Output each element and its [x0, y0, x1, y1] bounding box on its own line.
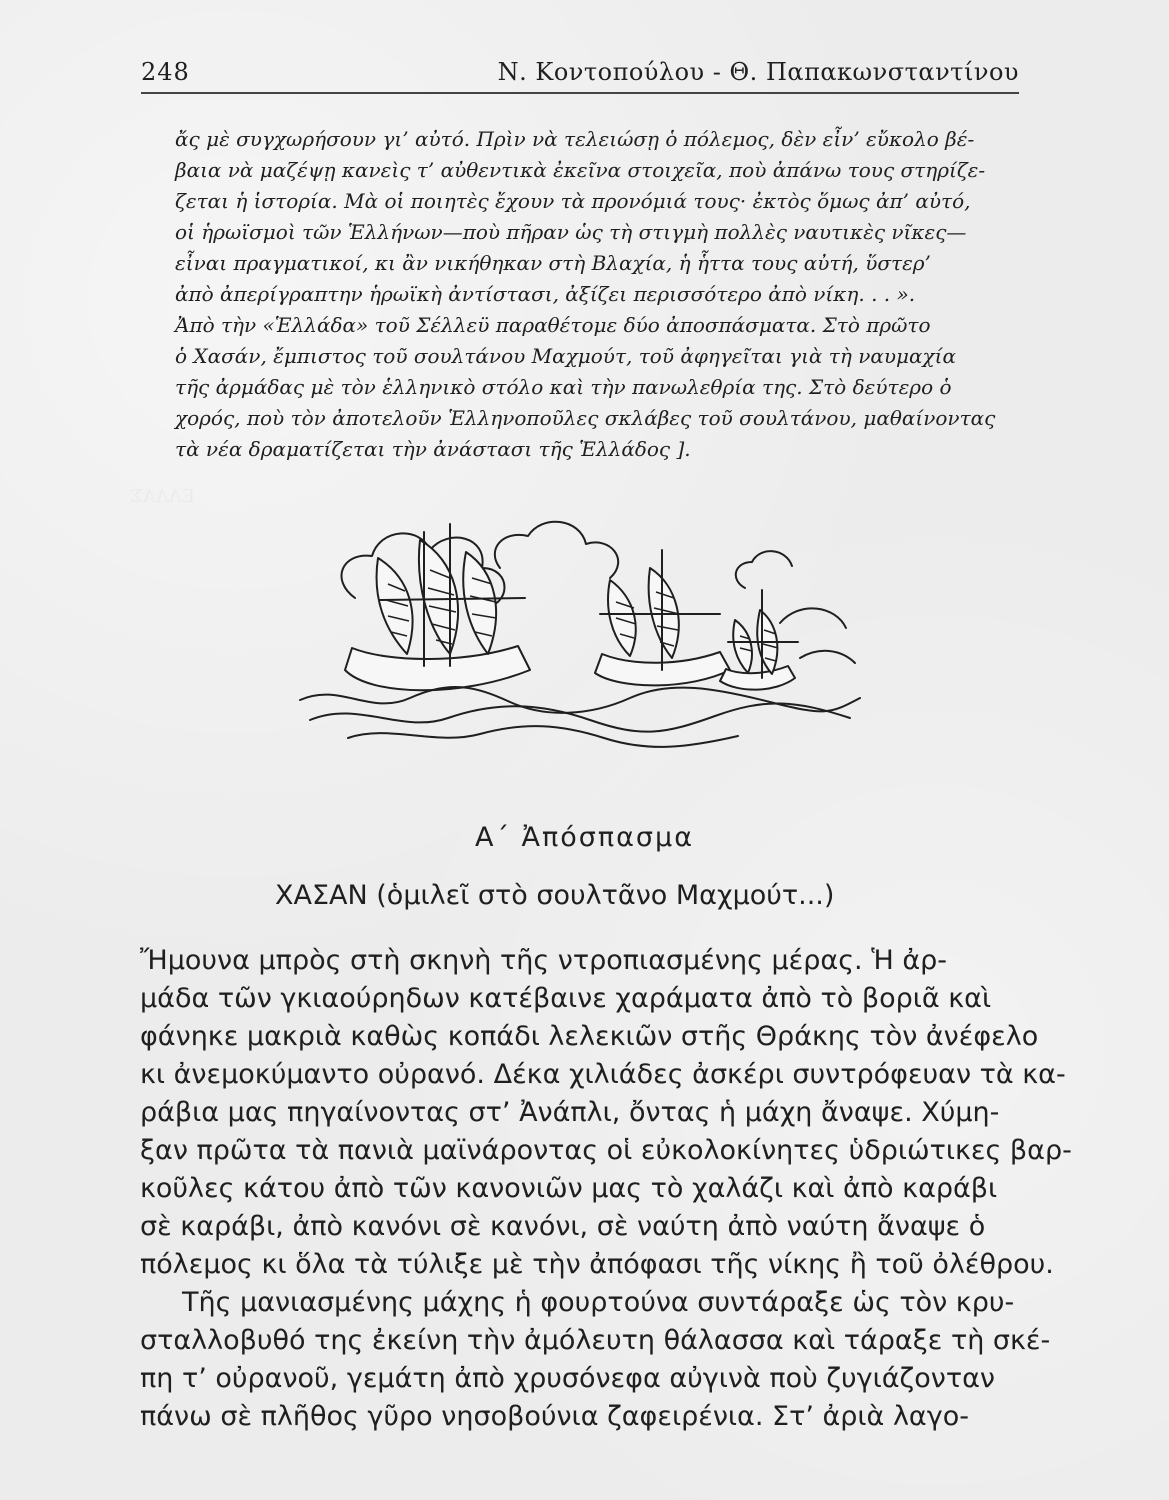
excerpt-line: σὲ καράβι, ἀπὸ κανόνι σὲ κανόνι, σὲ ναύτη ἀπὸ ναύτη ἄναψε ὁ: [140, 1211, 986, 1242]
ships-illustration: [260, 488, 880, 748]
excerpt-body: [140, 942, 1072, 1436]
large-ship-hull: [345, 646, 530, 690]
intro-line: τὰ νέα δραματίζεται τὴν ἀνάστασι τῆς Ἑλλάδος ].: [175, 437, 691, 461]
intro-line: ἀπὸ ἀπερίγραπτην ἡρωϊκὴ ἀντίστασι, ἀξίζει περισσότερο ἀπὸ νίκη. . . ».: [175, 282, 916, 306]
sea-wave: [300, 687, 860, 713]
excerpt-line: σταλλοβυθό της ἐκείνη τὴν ἀμόλευτη θάλασσα καὶ τάραξε τὴ σκέ-: [140, 1325, 1051, 1356]
page-number: 248: [141, 58, 190, 86]
excerpt-line: μάδα τῶν γκιαούρηδων κατέβαινε χαράματα ἀπὸ τὸ βοριᾶ καὶ: [140, 983, 992, 1014]
excerpt-title: Α΄ Ἀπόσπασμα: [474, 822, 695, 853]
intro-line: βαια νὰ μαζέψῃ κανεὶς τ’ αὐθεντικὰ ἐκεῖνα στοιχεῖα, ποὺ ἀπάνω τους στηρίζε-: [175, 158, 986, 182]
excerpt-line: κι ἀνεμοκύμαντο οὐρανό. Δέκα χιλιάδες ἀσκέρι συντρόφευαν τὰ κα-: [140, 1059, 1066, 1090]
intro-line: Ἀπὸ τὴν «Ἑλλάδα» τοῦ Σέλλεϋ παραθέτομε δύο ἀποσπάσματα. Στὸ πρῶτο: [175, 313, 931, 337]
excerpt-line: ράβια μας πηγαίνοντας στ’ Ἀνάπλι, ὄντας ἡ μάχη ἄναψε. Χύμη-: [140, 1097, 1000, 1128]
intro-line: ἄς μὲ συγχωρήσουν γι’ αὐτό. Πρὶν νὰ τελειώσῃ ὁ πόλεμος, δὲν εἶν’ εὔκολο βέ-: [175, 127, 975, 151]
sea-wave: [310, 703, 850, 731]
intro-line: τῆς ἀρμάδας μὲ τὸν ἑλληνικὸ στόλο καὶ τὴν πανωλεθρία της. Στὸ δεύτερο ὁ: [175, 375, 952, 399]
excerpt-line: πη τ’ οὐρανοῦ, γεμάτη ἀπὸ χρυσόνεφα αὐγινὰ ποὺ ζυγιάζονταν: [140, 1363, 995, 1394]
small-ship-hull: [720, 666, 795, 690]
speaker-heading: ΧΑΣΑΝ (ὁμιλεῖ στὸ σουλτᾶνο Μαχμούτ...): [275, 880, 835, 911]
running-head: Ν. Κοντοπούλου - Θ. Παπακωνσταντίνου: [497, 58, 1019, 86]
intro-line: ὁ Χασάν, ἔμπιστος τοῦ σουλτάνου Μαχμούτ, τοῦ ἀφηγεῖται γιὰ τὴ ναυμαχία: [175, 344, 956, 368]
small-ship-sail: [733, 620, 752, 673]
intro-line: χορός, ποὺ τὸν ἀποτελοῦν Ἑλληνοποῦλες σκλάβες τοῦ σουλτάνου, μαθαίνοντας: [175, 406, 996, 430]
cloud: [780, 608, 846, 628]
excerpt-line: πόλεμος κι ὅλα τὰ τύλιξε μὲ τὴν ἀπόφασι τῆς νίκης ἢ τοῦ ὀλέθρου.: [140, 1249, 1054, 1280]
medium-ship-sail: [608, 580, 636, 656]
cloud: [800, 651, 855, 663]
excerpt-line: ξαν πρῶτα τὰ πανιὰ μαϊνάροντας οἱ εὐκολοκίνητες ὑδριώτικες βαρ-: [140, 1135, 1072, 1166]
excerpt-line: κοῦλες κάτου ἀπὸ τῶν κανονιῶν μας τὸ χαλάζι καὶ ἀπὸ καράβι: [140, 1173, 998, 1204]
bleed-through-text: ΕΛΛΑΣ: [130, 486, 195, 507]
intro-line: οἱ ἡρωϊσμοὶ τῶν Ἑλλήνων—ποὺ πῆραν ὡς τὴ στιγμὴ πολλὲς ναυτικὲς νῖκες—: [175, 220, 967, 244]
smoke-cloud: [495, 522, 618, 578]
smoke-cloud: [736, 551, 792, 588]
excerpt-line: Ἤμουνα μπρὸς στὴ σκηνὴ τῆς ντροπιασμένης μέρας. Ἡ ἀρ-: [140, 945, 948, 976]
page-header: [141, 58, 1019, 94]
excerpt-line: φάνηκε μακριὰ καθὼς κοπάδι λελεκιῶν στῆς Θράκης τὸν ἀνέφελο: [140, 1021, 1039, 1052]
intro-line: ζεται ἡ ἱστορία. Μὰ οἱ ποιητὲς ἔχουν τὰ προνόμιά τους· ἐκτὸς ὅμως ἀπ’ αὐτό,: [175, 189, 971, 213]
intro-paragraph: [175, 124, 1010, 465]
sea-wave: [348, 726, 738, 747]
large-ship-sail: [463, 552, 496, 654]
excerpt-line: Τῆς μανιασμένης μάχης ἡ φουρτούνα συντάραξε ὡς τὸν κρυ-: [182, 1287, 1015, 1318]
intro-line: εἶναι πραγματικοί, κι ἂν νικήθηκαν στὴ Βλαχία, ἡ ἧττα τους αὐτή, ὕστερ’: [175, 251, 931, 275]
excerpt-line: πάνω σὲ πλῆθος γῦρο νησοβούνια ζαφειρένια. Στ’ ἀριὰ λαγο-: [140, 1401, 969, 1432]
